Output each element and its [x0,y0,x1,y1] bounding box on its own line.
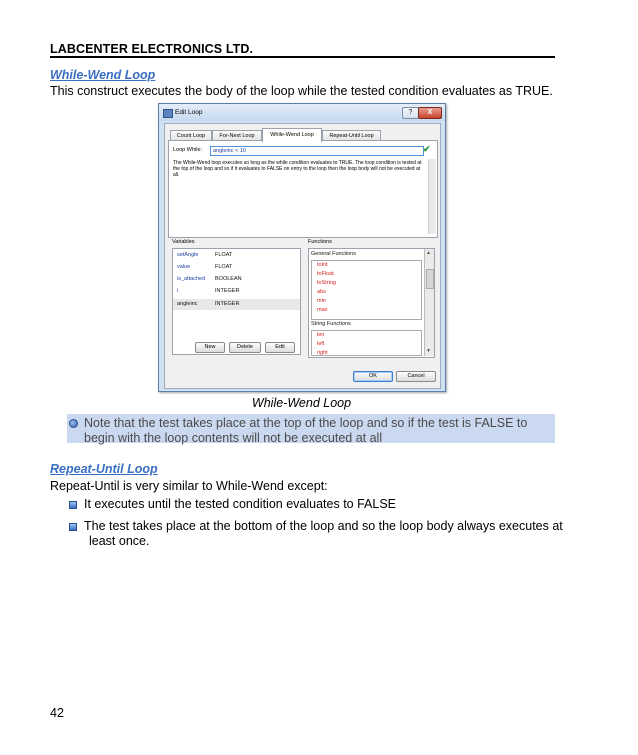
functions-list [308,248,435,358]
string-functions-group [311,330,422,356]
section-title-while-wend[interactable]: While-Wend Loop [50,68,156,82]
window-icon [163,109,173,118]
note-text: Note that the test takes place at the top of the loop and so if the test is FALSE to begin with the loop contents will not be executed at all [84,416,528,445]
function-item[interactable]: max [317,307,328,313]
tab-while-wend-loop[interactable]: While-Wend Loop [262,128,322,142]
dialog-titlebar [159,104,445,121]
variable-row-selected[interactable]: angleinc INTEGER [173,299,300,310]
functions-label: Functions [308,239,332,245]
variable-row[interactable]: i INTEGER [177,288,240,294]
tab-count-loop[interactable]: Count Loop [170,130,212,141]
ok-button[interactable]: OK [353,371,393,382]
header-rule [50,56,555,58]
variable-row[interactable]: setAngle FLOAT [177,252,233,258]
loop-description: The While-Wend loop executes so long as the while condition evaluates to TRUE. The loop condition is tested at the top of the loop and so if it evaluates to FALSE on entry to the loop then the loop body will not be executed at all. [173,160,422,179]
bullet-text-continued: least once. [89,534,150,548]
scroll-down-icon[interactable]: ▼ [426,348,431,354]
section-body-repeat-until: Repeat-Until is very similar to While-Wend except: [50,479,328,493]
function-item[interactable]: len [317,332,325,338]
function-item[interactable]: right [317,350,328,356]
function-item[interactable]: abs [317,289,326,295]
close-button[interactable]: X [418,107,442,119]
dialog-title: Edit Loop [175,109,203,116]
bullet-text: It executes until the tested condition evaluates to FALSE [84,497,396,511]
company-header: LABCENTER ELECTRONICS LTD. [50,42,254,56]
general-functions-group [311,260,422,320]
bullet-square-icon [69,523,77,531]
valid-check-icon: ✔ [423,144,431,154]
bullet-text: The test takes place at the bottom of the loop and so the loop body always executes at [84,519,563,533]
pane-scrollbar[interactable] [428,159,436,234]
variable-row[interactable]: value FLOAT [177,264,233,270]
variables-label: Variables [172,239,195,245]
cancel-button[interactable]: Cancel [396,371,436,382]
help-button[interactable]: ? [402,107,419,119]
loop-condition-input[interactable]: angleinc < 10 [210,146,424,156]
new-variable-button[interactable]: New [195,342,225,353]
figure-caption: While-Wend Loop [251,396,352,410]
variable-row[interactable]: is_attached BOOLEAN [177,276,242,282]
edit-loop-dialog [158,103,446,392]
string-functions-header: String Functions [311,321,351,327]
scroll-thumb[interactable] [426,269,434,289]
function-item[interactable]: toFloat [317,271,334,277]
scroll-up-icon[interactable]: ▲ [426,250,431,256]
functions-scrollbar[interactable] [424,249,434,356]
while-wend-pane [168,140,438,238]
page-number: 42 [50,706,64,720]
note-bullet-icon [69,419,78,428]
section-body-while-wend: This construct executes the body of the loop while the tested condition evaluates as TRUE. [50,84,553,98]
dialog-client [164,123,441,389]
tab-for-next-loop[interactable]: For-Next Loop [212,130,262,141]
delete-variable-button[interactable]: Delete [229,342,261,353]
function-item[interactable]: left [317,341,325,347]
bullet-square-icon [69,501,77,509]
function-item[interactable]: toInt [317,262,328,268]
section-title-repeat-until[interactable]: Repeat-Until Loop [50,462,158,476]
edit-variable-button[interactable]: Edit [265,342,295,353]
variables-list [172,248,301,355]
function-item[interactable]: toString [317,280,336,286]
loop-while-label: Loop While: [173,147,203,153]
tab-repeat-until-loop[interactable]: Repeat-Until Loop [322,130,381,141]
general-functions-header: General Functions [311,251,356,257]
function-item[interactable]: min [317,298,326,304]
